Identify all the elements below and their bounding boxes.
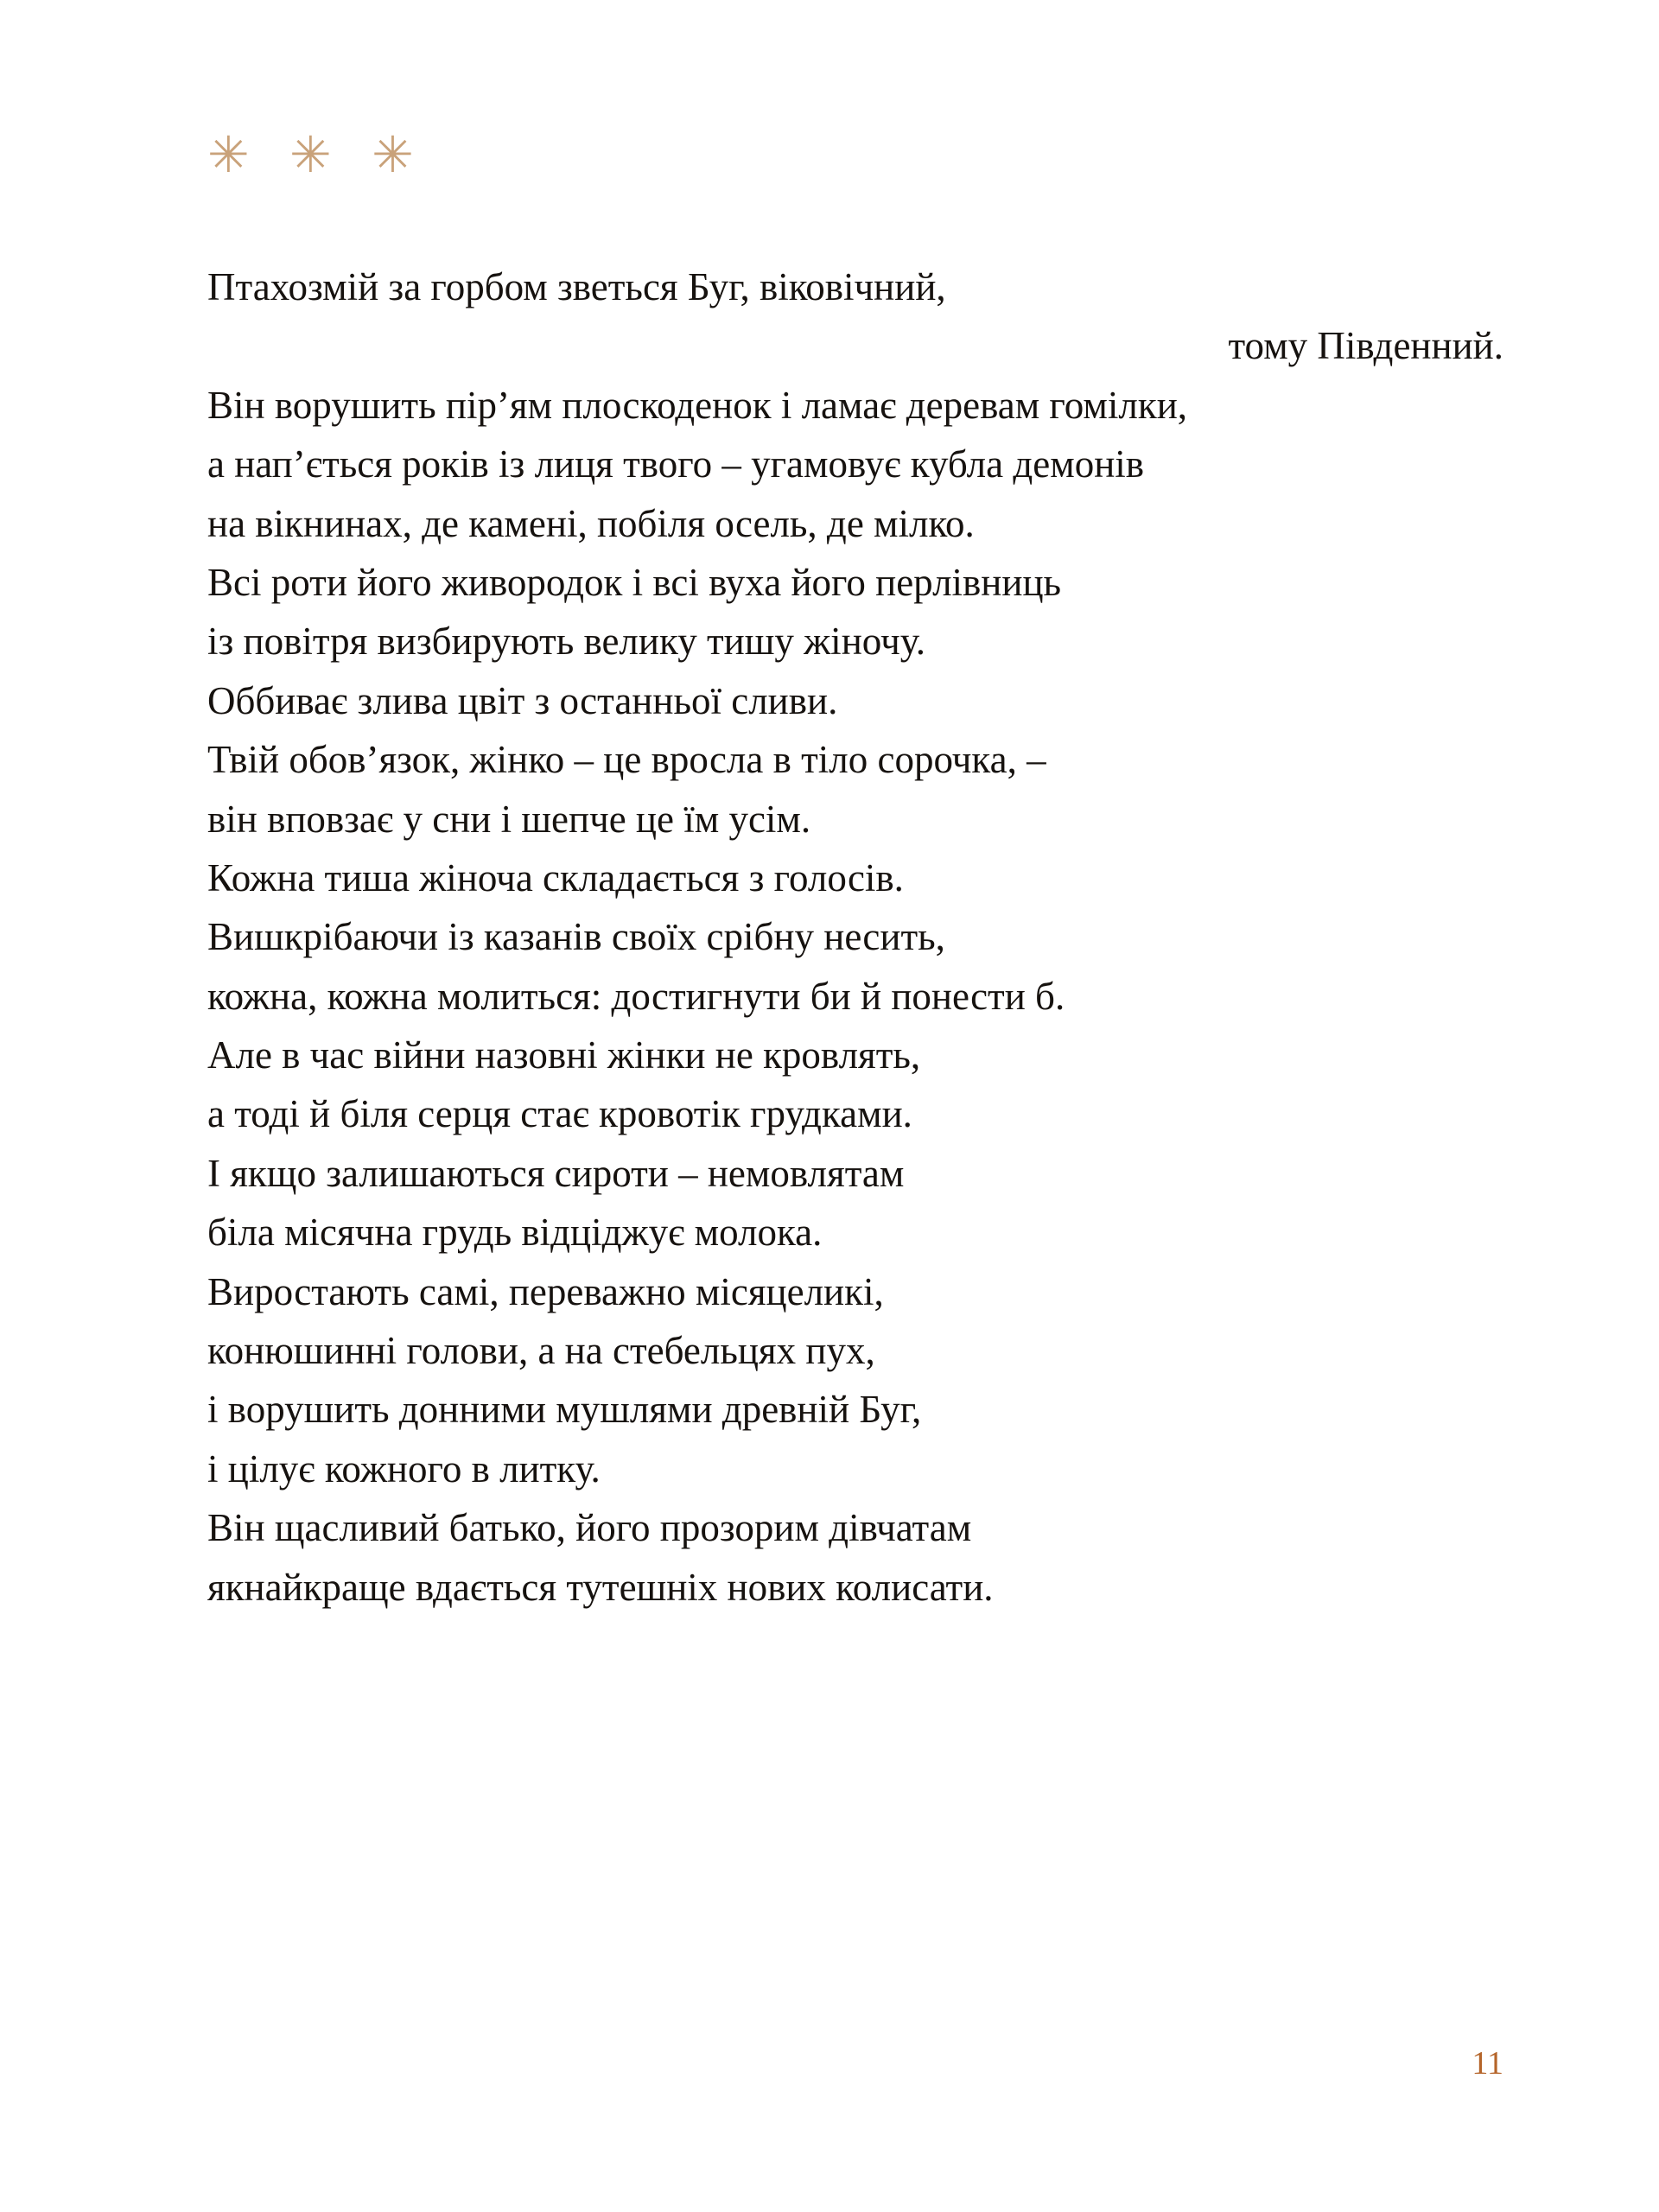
poem-line: а нап’ється років із лиця твого – угамовує кубла демонів — [207, 442, 1145, 486]
poem-line: біла місячна грудь відціджує молока. — [207, 1211, 823, 1255]
poem-body — [207, 257, 1503, 1617]
poem-line: Вишкрібаючи із казанів своїх срібну несить, — [207, 915, 945, 959]
poem-line: тому Південний. — [1228, 324, 1503, 368]
poem-line: на вікнинах, де камені, побіля осель, де мілко. — [207, 501, 975, 545]
poem-line: а тоді й біля серця стає кровотік грудками. — [207, 1092, 912, 1136]
poem-line: кожна, кожна молиться: достигнути би й понести б. — [207, 974, 1065, 1018]
poem-line: конюшинні голови, а на стебельцях пух, — [207, 1329, 875, 1373]
poem-line: Виростають самі, переважно місяцеликі, — [207, 1269, 884, 1313]
poem-line: І якщо залишаються сироти – немовлятам — [207, 1151, 905, 1195]
poem-line: Він ворушить пір’ям плоскоденок і ламає деревам гомілки, — [207, 383, 1188, 427]
poem-line: Птахозмій за горбом зветься Буг, віковічний, — [207, 265, 946, 308]
poem-line: із повітря визбирують велику тишу жіночу. — [207, 620, 925, 664]
poem-line: він вповзає у сни і шепче це їм усім. — [207, 797, 811, 841]
poem-line: Він щасливий батько, його прозорим дівчатам — [207, 1506, 972, 1550]
page-number: 11 — [1471, 2045, 1503, 2082]
poem-line: якнайкраще вдається тутешніх нових колисати. — [207, 1565, 994, 1609]
section-ornament: ✳ ✳ ✳ — [207, 125, 426, 184]
poem-line: і ворушить донними мушлями древній Буг, — [207, 1388, 922, 1432]
poem-line: Всі роти його живородок і всі вуха його перлівниць — [207, 560, 1062, 604]
poem-line: Але в час війни назовні жінки не кровлять, — [207, 1033, 921, 1077]
poem-line: Твій обов’язок, жінко – це вросла в тіло сорочка, – — [207, 738, 1046, 782]
poem-line: Кожна тиша жіноча складається з голосів. — [207, 855, 904, 899]
poem-line: Оббиває злива цвіт з останньої сливи. — [207, 678, 838, 722]
poem-line: і цілує кожного в литку. — [207, 1446, 601, 1491]
